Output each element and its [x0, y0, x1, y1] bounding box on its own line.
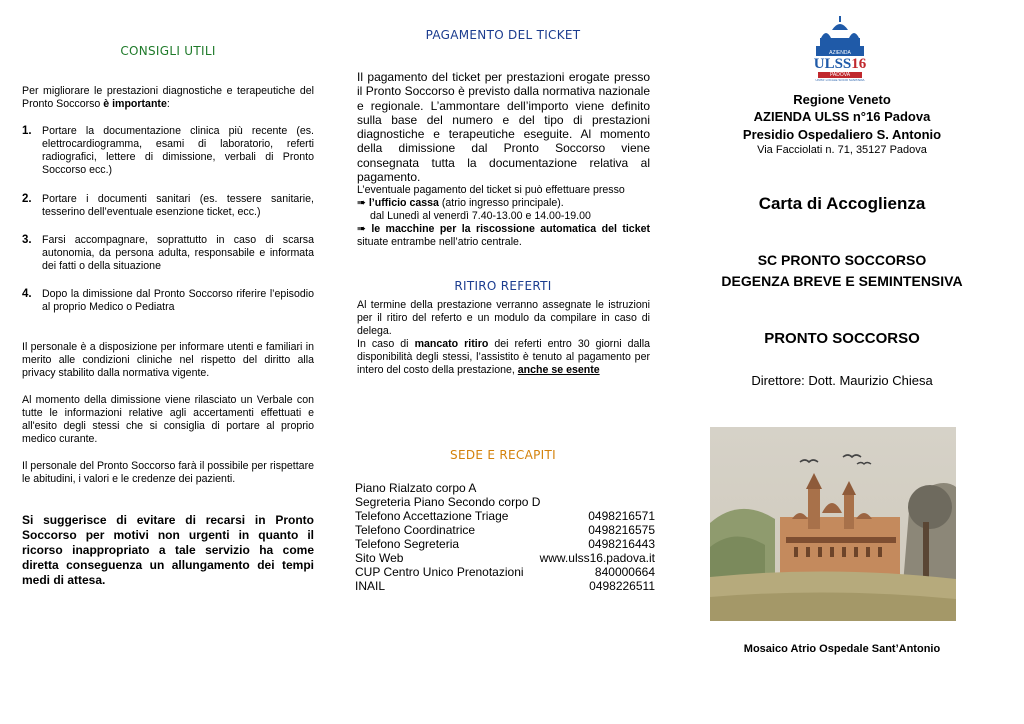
- mosaic-cityscape-icon: [710, 427, 956, 621]
- consigli-para-verbale: Al momento della dimissione viene rilasciato un Verbale con tutte le informazioni relative agli accertamenti effettuati e all'esito degli stessi che si consiglia di portare al proprio medico curante.: [22, 394, 314, 445]
- table-row: Sito Web www.ulss16.padova.it: [355, 551, 655, 565]
- table-row: Telefono Accettazione Triage 0498216571: [355, 509, 655, 523]
- consigli-para-privacy: Il personale è a disposizione per informare utenti e familiari in merito alle condizioni cliniche nel rispetto del diritto alla privacy stabilito dalla normativa vigente.: [22, 341, 314, 379]
- logo-subtitle: UNITA' LOCALE SOCIO SANITARIA: [815, 78, 865, 82]
- ulss-logo: [812, 16, 868, 82]
- cover-ps: PRONTO SOCCORSO: [764, 330, 920, 347]
- table-row: CUP Centro Unico Prenotazioni 840000664: [355, 565, 655, 579]
- table-row: INAIL 0498226511: [355, 579, 655, 593]
- consigli-warning: Si suggerisce di evitare di recarsi in Pronto Soccorso per motivi non urgenti in quanto il ricorso inappropriato a tale servizio ha come diretta conseguenza un allungamento dei tempi medi di attesa.: [22, 513, 314, 587]
- pagamento-body: Il pagamento del ticket per prestazioni erogate presso il Pronto Soccorso è previsto dalla normativa nazionale e regionale. L’ammontare dell’importo viene definito sulla base del numero e del tipo di prestazioni diagnostiche e terapeutiche eseguite. Al momento della dimissione dal Pronto Soccorso viene consegnata tutta la documentazione relativa al pagamento.: [357, 70, 650, 185]
- ritiro-title: RITIRO REFERTI: [454, 279, 552, 293]
- mosaic-image: [710, 427, 956, 621]
- pagamento-presso: L’eventuale pagamento del ticket si può effettuare presso: [357, 184, 625, 196]
- logo-ulss: ULSS16: [813, 56, 867, 72]
- consigli-intro: Per migliorare le prestazioni diagnostiche e terapeutiche del Pronto Soccorso è importante:: [22, 85, 314, 110]
- sede-title: SEDE E RECAPITI: [450, 448, 556, 462]
- cover-direttore: Direttore: Dott. Maurizio Chiesa: [751, 373, 933, 388]
- pagamento-macchine: ➠ le macchine per la riscossione automatica del ticket situate entrambe nell’atrio centrale.: [357, 223, 650, 248]
- cover-sc-line1: SC PRONTO SOCCORSO: [757, 252, 927, 268]
- pagamento-title: PAGAMENTO DEL TICKET: [425, 28, 581, 42]
- table-row: Telefono Coordinatrice 0498216575: [355, 523, 655, 537]
- ritiro-body1: Al termine della prestazione verranno assegnate le istruzioni per il ritiro del referto e un modulo da compilare in caso di delega.: [357, 299, 650, 337]
- logo-azienda-label: AZIENDA: [816, 50, 864, 56]
- list-item: 4. Dopo la dimissione dal Pronto Soccorso riferire l’episodio al proprio Medico o Pediatra: [22, 288, 314, 313]
- sede-line: Segreteria Piano Secondo corpo D: [355, 495, 541, 509]
- cover-region: Regione Veneto: [793, 92, 891, 107]
- table-row: Telefono Segreteria 0498216443: [355, 537, 655, 551]
- cover-sc-line2: DEGENZA BREVE E SEMINTENSIVA: [721, 273, 963, 289]
- arrow-right-icon: ➠: [357, 223, 366, 235]
- ritiro-body2: In caso di mancato ritiro dei referti entro 30 giorni dalla disponibilità degli stessi, l’assistito è tenuto al pagamento per intero del costo della prestazione, anche se esente: [357, 338, 650, 376]
- logo-padova: PADOVA: [818, 72, 862, 78]
- pagamento-orari: dal Lunedì al venerdì 7.40-13.00 e 14.00-19.00: [370, 210, 591, 222]
- cover-presidio: Presidio Ospedaliero S. Antonio: [742, 127, 942, 142]
- consigli-title: CONSIGLI UTILI: [120, 44, 216, 58]
- pagamento-cassa: ➠ l’ufficio cassa (atrio ingresso principale).: [357, 197, 564, 209]
- consigli-list: [22, 125, 314, 314]
- list-item: 2. Portare i documenti sanitari (es. tessere sanitarie, tesserino dell’eventuale esenzione ticket, ecc.): [22, 193, 314, 218]
- arrow-right-icon: ➠: [357, 197, 366, 209]
- cover-address: Via Facciolati n. 71, 35127 Padova: [757, 144, 927, 156]
- mosaic-caption: Mosaico Atrio Ospedale Sant’Antonio: [743, 643, 941, 655]
- list-item: 3. Farsi accompagnare, soprattutto in caso di scarsa autonomia, da persona adulta, responsabile e informata dei fatti o della situazione: [22, 234, 314, 272]
- consigli-para-abitudini: Il personale del Pronto Soccorso farà il possibile per rispettare le abitudini, i valori e le credenze dei pazienti.: [22, 460, 314, 485]
- cover-azienda: AZIENDA ULSS n°16 Padova: [753, 109, 931, 124]
- sede-recapiti: [355, 481, 655, 593]
- contacts-table: [355, 509, 655, 593]
- website-link[interactable]: www.ulss16.padova.it: [539, 551, 655, 565]
- list-item: 1. Portare la documentazione clinica più recente (es. elettrocardiogramma, esami di laboratorio, referti radiografici, lettere di dimissione, verbali di Pronto Soccorso ecc.): [22, 125, 314, 176]
- cover-title: Carta di Accoglienza: [758, 194, 926, 213]
- sede-line: Piano Rialzato corpo A: [355, 481, 477, 495]
